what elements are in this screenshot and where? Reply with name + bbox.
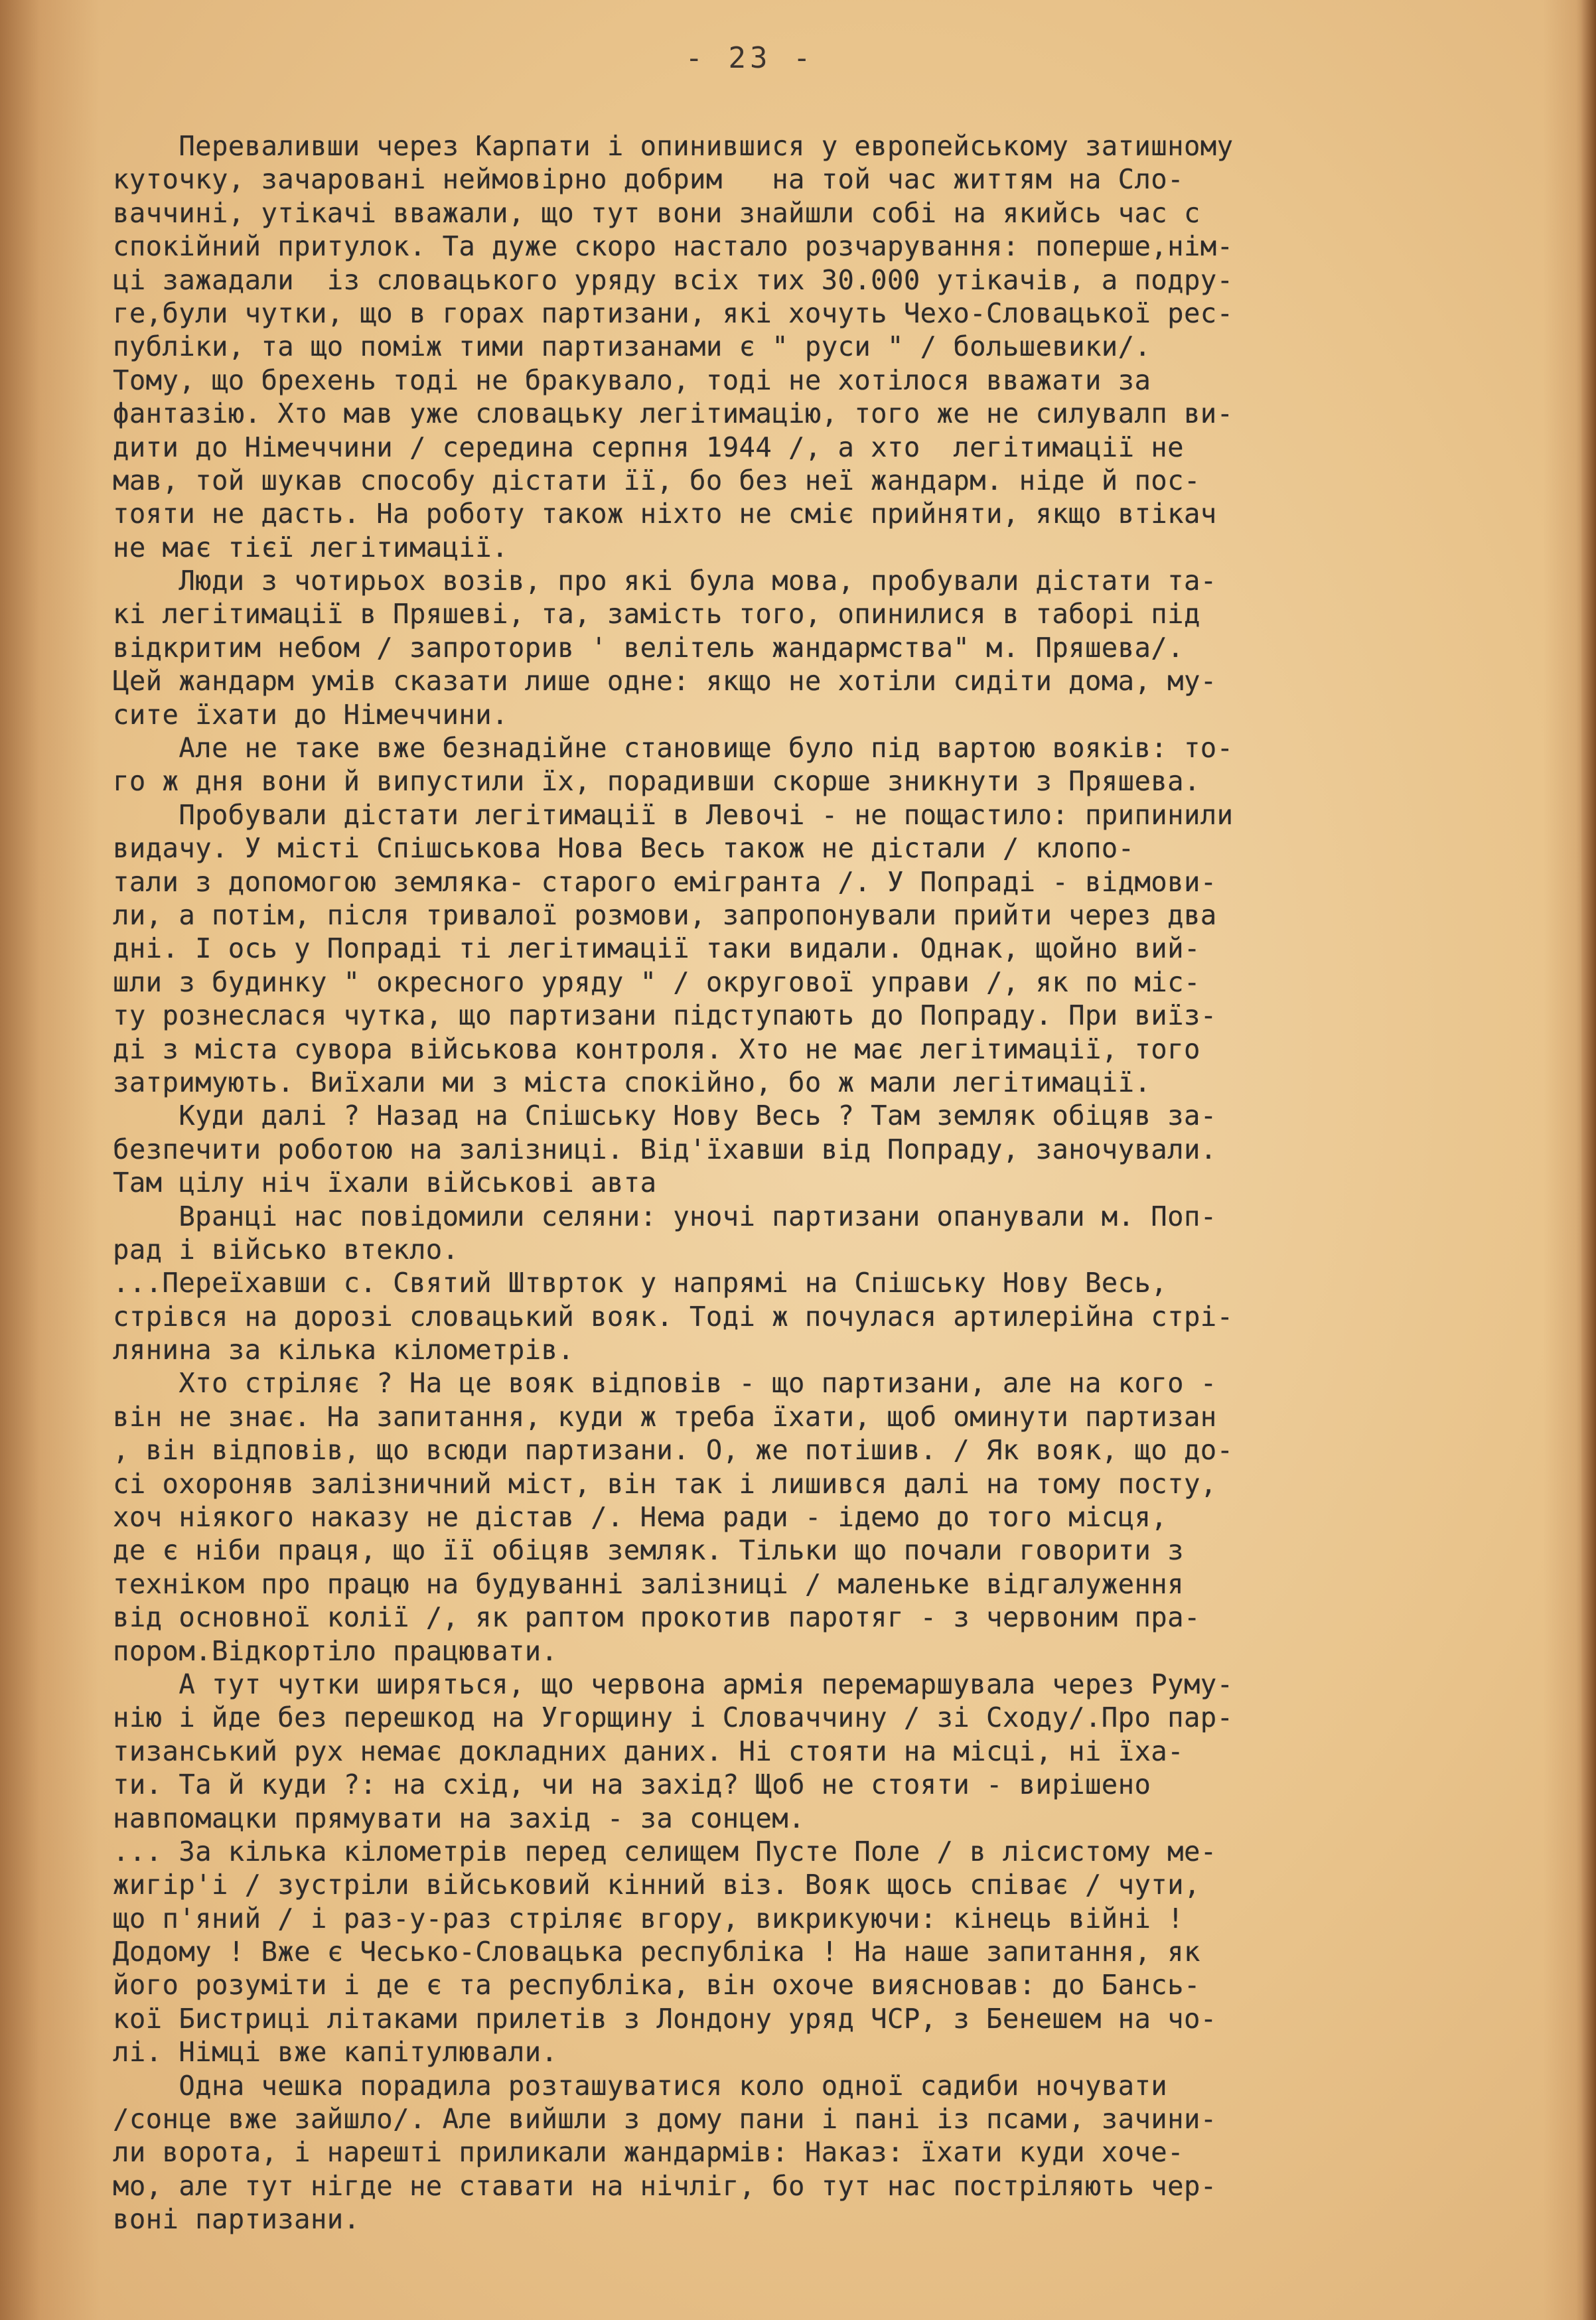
text-line: навпомацки прямувати на захід - за сонцем.: [113, 1802, 805, 1834]
text-line: безпечити роботою на залізниці. Від'їхавши від Попраду, заночували.: [113, 1133, 1217, 1165]
text-line: Там цілу ніч їхали військові авта: [113, 1167, 657, 1199]
text-line: куточку, зачаровані неймовірно добрим на той час життям на Сло-: [113, 163, 1184, 196]
text-line: Вранці нас повідомили селяни: уночі партизани опанували м. Поп-: [113, 1200, 1217, 1232]
text-line: жигір'і / зустріли військовий кінний віз. Вояк щось співає / чути,: [113, 1869, 1200, 1901]
text-line: ту рознеслася чутка, що партизани підступають до Попраду. При виїз-: [113, 999, 1217, 1032]
text-line: тояти не дасть. На роботу також ніхто не сміє прийняти, якщо втікач: [113, 498, 1217, 530]
text-line: ...Переїхавши с. Святий Штврток у напрямі на Спішську Нову Весь,: [113, 1267, 1168, 1299]
text-line: Переваливши через Карпати і опинившися у европейському затишному: [113, 130, 1234, 162]
text-line: де є ніби праця, що її обіцяв земляк. Тільки що почали говорити з: [113, 1534, 1184, 1567]
text-line: його розуміти і де є та республіка, він охоче виясновав: до Бансь-: [113, 1969, 1200, 2001]
text-line: що п'яний / і раз-у-раз стріляє вгору, викрикуючи: кінець війні !: [113, 1902, 1184, 1934]
text-line: тизанський рух немає докладних даних. Ні стояти на місці, ні їха-: [113, 1735, 1184, 1767]
text-line: А тут чутки ширяться, що червона армія перемаршувала через Руму-: [113, 1668, 1234, 1700]
text-line: ли ворота, і нарешті приликали жандармів: Наказ: їхати куди хоче-: [113, 2136, 1184, 2169]
text-line: воні партизани.: [113, 2203, 360, 2236]
text-line: публіки, та що поміж тими партизанами є " руси " / большевики/.: [113, 330, 1151, 363]
text-line: кої Бистриці літаками прилетів з Лондону уряд ЧСР, з Бенешем на чо-: [113, 2002, 1217, 2035]
text-line: го ж дня вони й випустили їх, порадивши скорше зникнути з Пряшева.: [113, 765, 1200, 798]
text-line: відкритим небом / запроторив ' велітель жандармства" м. Пряшева/.: [113, 631, 1184, 664]
text-line: Пробували дістати легітимації в Левочі - не пощастило: припинили: [113, 798, 1234, 831]
text-line: /сонце вже зайшло/. Але вийшли з дому пани і пані із псами, зачини-: [113, 2103, 1217, 2136]
text-line: тали з допомогою земляка- старого емігранта /. У Попраді - відмови-: [113, 865, 1217, 898]
text-line: лянина за кілька кілометрів.: [113, 1334, 575, 1366]
text-line: ли, а потім, після тривалої розмови, запропонували прийти через два: [113, 899, 1217, 931]
page-edge: [1581, 0, 1596, 2320]
text-line: ... За кілька кілометрів перед селищем Пусте Поле / в лісистому ме-: [113, 1835, 1217, 1867]
text-line: затримують. Виїхали ми з міста спокійно, бо ж мали легітимації.: [113, 1066, 1151, 1098]
text-line: він не знає. На запитання, куди ж треба їхати, щоб оминути партизан: [113, 1400, 1217, 1433]
text-line: пором.Відкортіло працювати.: [113, 1634, 558, 1667]
text-line: ге,були чутки, що в горах партизани, які хочуть Чехо-Словацької рес-: [113, 297, 1234, 329]
text-line: ваччині, утікачі вважали, що тут вони знайшли собі на якийсь час с: [113, 196, 1200, 229]
text-line: кі легітимації в Пряшеві, та, замість того, опинилися в таборі під: [113, 598, 1200, 630]
text-line: рад і військо втекло.: [113, 1233, 459, 1266]
text-line: не має тієї легітимації.: [113, 531, 508, 563]
text-line: шли з будинку " окресного уряду " / округової управи /, як по міс-: [113, 966, 1200, 998]
text-line: Одна чешка порадила розташуватися коло одної садиби ночувати: [113, 2069, 1168, 2102]
text-line: , він відповів, що всюди партизани. О, же потішив. / Як вояк, що до-: [113, 1434, 1234, 1467]
text-line: техніком про працю на будуванні залізниці / маленьке відгалуження: [113, 1567, 1184, 1600]
text-line: Куди далі ? Назад на Спішську Нову Весь ? Там земляк обіцяв за-: [113, 1100, 1217, 1132]
text-line: мо, але тут нігде не ставати на нічліг, бо тут нас постріляють чер-: [113, 2169, 1217, 2202]
text-line: сите їхати до Німеччини.: [113, 698, 508, 731]
text-line: дні. І ось у Попраді ті легітимації таки видали. Однак, щойно вий-: [113, 932, 1200, 965]
text-line: ти. Та й куди ?: на схід, чи на захід? Щоб не стояти - вирішено: [113, 1769, 1151, 1801]
text-line: сі охороняв залізничний міст, він так і лишився далі на тому посту,: [113, 1467, 1217, 1500]
text-line: спокійний притулок. Та дуже скоро настало розчарування: поперше,нім-: [113, 230, 1234, 263]
text-line: Хто стріляє ? На це вояк відповів - що партизани, але на кого -: [113, 1367, 1217, 1400]
body-text: [113, 129, 1493, 2236]
text-line: Цей жандарм умів сказати лише одне: якщо не хотіли сидіти дома, му-: [113, 665, 1217, 697]
text-line: лі. Німці вже капітулювали.: [113, 2036, 558, 2068]
text-line: від основної колії /, як раптом прокотив паротяг - з червоним пра-: [113, 1601, 1200, 1634]
text-line: видачу. У місті Спішськова Нова Весь також не дістали / клопо-: [113, 832, 1135, 865]
text-line: фантазію. Хто мав уже словацьку легітимацію, того же не силувалп ви-: [113, 398, 1234, 430]
text-line: ці зажадали із словацького уряду всіх тих 30.000 утікачів, а подру-: [113, 263, 1234, 296]
text-line: стрівся на дорозі словацький вояк. Тоді ж почулася артилерійна стрі-: [113, 1300, 1234, 1333]
page-number: - 23 -: [685, 41, 815, 75]
text-line: Люди з чотирьох возів, про які була мова, пробували дістати та-: [113, 565, 1217, 597]
text-line: Але не таке вже безнадійне становище було під вартою вояків: то-: [113, 732, 1234, 764]
text-line: ді з міста сувора військова контроля. Хто не має легітимації, того: [113, 1033, 1200, 1065]
text-line: хоч ніякого наказу не дістав /. Нема ради - ідемо до того місця,: [113, 1501, 1168, 1534]
text-line: Тому, що брехень тоді не бракувало, тоді не хотілося вважати за: [113, 364, 1151, 396]
text-line: мав, той шукав способу дістати її, бо без неї жандарм. ніде й пос-: [113, 464, 1200, 496]
text-line: Додому ! Вже є Чесько-Словацька республіка ! На наше запитання, як: [113, 1936, 1200, 1968]
text-line: дити до Німеччини / середина серпня 1944 /, а хто легітимації не: [113, 431, 1184, 463]
text-line: нію і йде без перешкод на Угорщину і Словаччину / зі Сходу/.Про пар-: [113, 1702, 1234, 1734]
